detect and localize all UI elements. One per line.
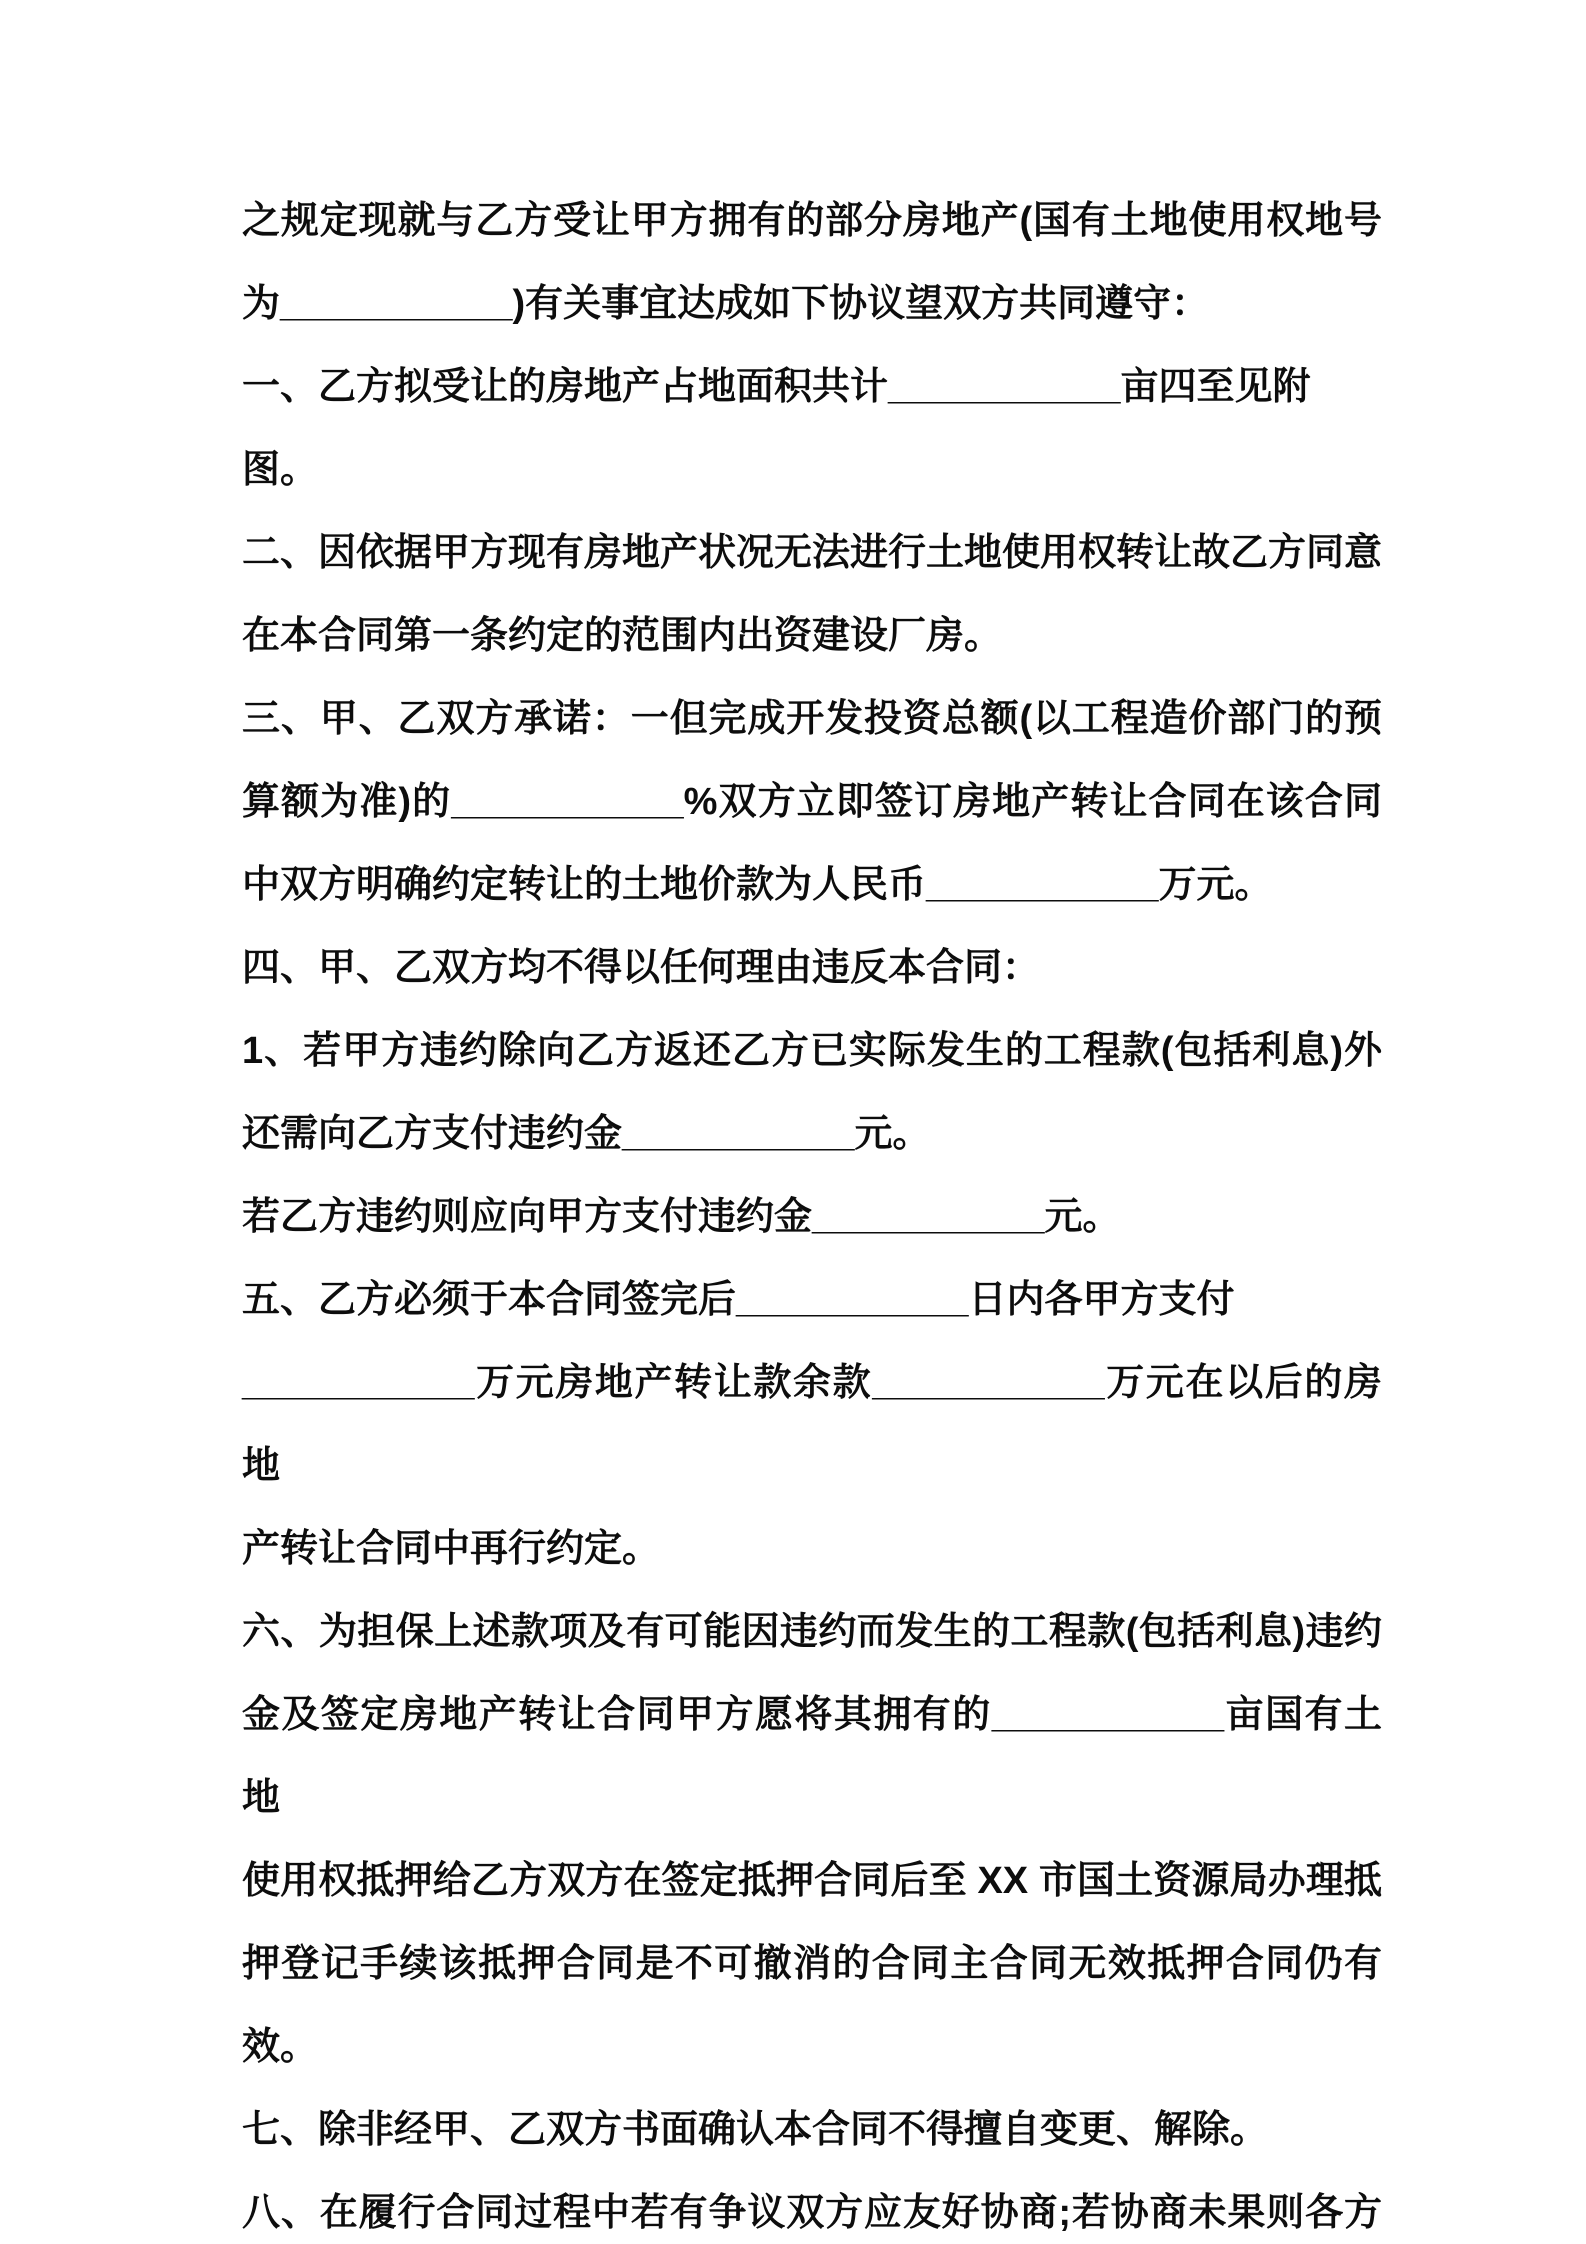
paragraph-line: 1、若甲方违约除向乙方返还乙方已实际发生的工程款(包括利息)外 [242, 1030, 1382, 1072]
paragraph-line: 八、在履行合同过程中若有争议双方应友好协商;若协商未果则各方 [242, 2192, 1382, 2234]
paragraph-line: 若乙方违约则应向甲方支付违约金___________元。 [242, 1196, 1121, 1238]
paragraph-line: 在本合同第一条约定的范围内出资建设厂房。 [242, 615, 1003, 657]
paragraph-line: 三、甲、乙双方承诺：一但完成开发投资总额(以工程造价部门的预 [242, 698, 1382, 740]
paragraph-line: 效。 [242, 2026, 319, 2068]
paragraph-line: 押登记手续该抵押合同是不可撤消的合同主合同无效抵押合同仍有 [242, 1943, 1382, 1985]
document-body [242, 180, 1382, 2244]
paragraph-line: 七、除非经甲、乙双方书面确认本合同不得擅自变更、解除。 [242, 2109, 1269, 2151]
paragraph-line: ___________万元房地产转让款余款___________万元在以后的房地 [242, 1362, 1382, 1487]
paragraph-line: 中双方明确约定转让的土地价款为人民币___________万元。 [242, 864, 1273, 906]
paragraph-line: 四、甲、乙双方均不得以任何理由违反本合同： [242, 947, 1041, 989]
paragraph-line: 算额为准)的___________%双方立即签订房地产转让合同在该合同 [242, 781, 1382, 823]
paragraph-line: 之规定现就与乙方受让甲方拥有的部分房地产(国有土地使用权地号 [242, 200, 1382, 242]
paragraph-line: 金及签定房地产转让合同甲方愿将其拥有的___________亩国有土地 [242, 1694, 1382, 1819]
paragraph-line: 五、乙方必须于本合同签完后___________日内各甲方支付 [242, 1279, 1235, 1321]
paragraph-line: 一、乙方拟受让的房地产占地面积共计___________亩四至见附图。 [242, 366, 1311, 491]
paragraph-line: 二、因依据甲方现有房地产状况无法进行土地使用权转让故乙方同意 [242, 532, 1383, 574]
paragraph-line: 使用权抵押给乙方双方在签定抵押合同后至 XX 市国土资源局办理抵 [242, 1860, 1382, 1902]
paragraph-line: 为___________)有关事宜达成如下协议望双方共同遵守： [242, 283, 1210, 325]
paragraph-line: 还需向乙方支付违约金___________元。 [242, 1113, 931, 1155]
paragraph-line: 产转让合同中再行约定。 [242, 1528, 661, 1570]
paragraph-line: 六、为担保上述款项及有可能因违约而发生的工程款(包括利息)违约 [242, 1611, 1382, 1653]
